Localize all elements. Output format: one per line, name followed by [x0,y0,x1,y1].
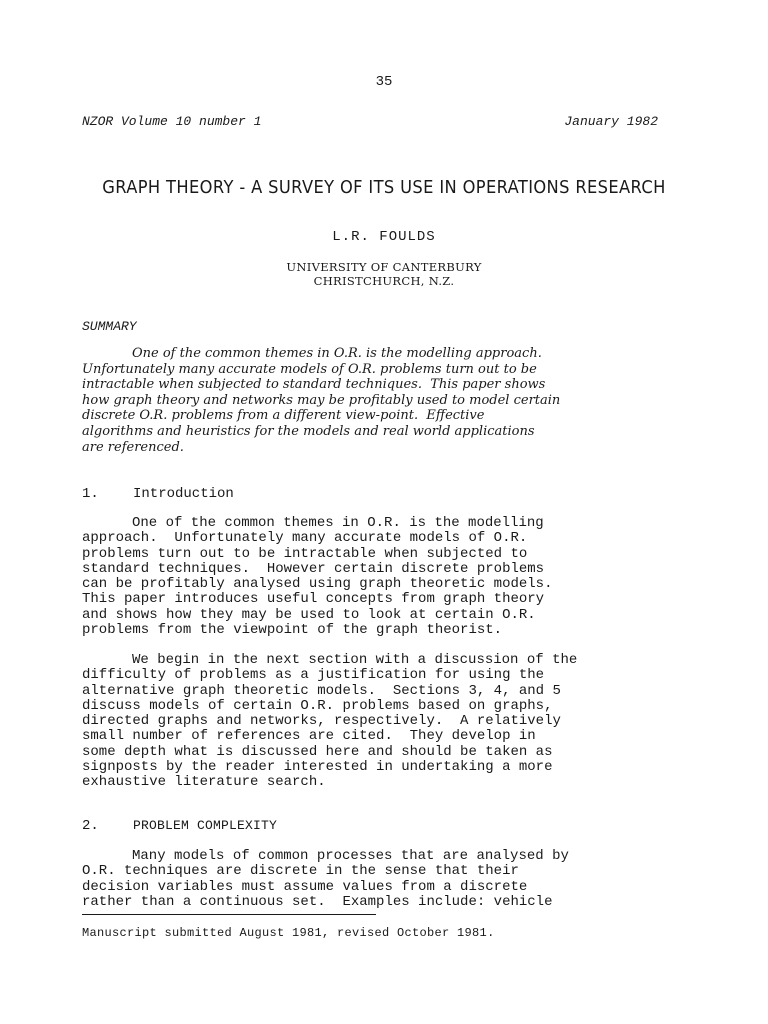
summary-line: are referenced. [82,439,184,455]
article-title: GRAPH THEORY - A SURVEY OF ITS USE IN OPERATIONS RESEARCH [102,178,666,198]
text-line: This paper introduces useful concepts from graph theory [82,591,545,608]
section-2-number: 2. [82,818,99,834]
summary-text [82,346,682,455]
summary-line: algorithms and heuristics for the models and real world applications [82,423,535,439]
text-line: signposts by the reader interested in undertaking a more [82,759,553,776]
text-line: We begin in the next section with a discussion of the [132,652,578,668]
summary-line: intractable when subjected to standard techniques. This paper shows [82,377,546,393]
text-line: discuss models of certain O.R. problems based on graphs, [82,697,553,714]
text-line: directed graphs and networks, respectively. A relatively [82,713,561,730]
summary-line: how graph theory and networks may be profitably used to model certain [82,392,561,408]
text-line: small number of references are cited. They develop in [82,728,536,745]
text-line: standard techniques. However certain discrete problems [82,560,545,577]
manuscript-footnote: Manuscript submitted August 1981, revised October 1981. [82,926,495,940]
journal-issue-header: NZOR Volume 10 number 1 [82,114,262,129]
footnote-divider [82,914,376,915]
summary-line: One of the common themes in O.R. is the modelling approach. [132,346,542,361]
text-line: Many models of common processes that are analysed by [132,848,569,864]
text-line: and shows how they may be used to look at certain O.R. [82,606,536,623]
section-2-heading [133,818,277,834]
summary-line: discrete O.R. problems from a different view-point. Effective [82,408,485,424]
section-2-heading-text: PROBLEM COMPLEXITY [133,818,278,833]
text-line: One of the common themes in O.R. is the modelling [132,515,544,531]
summary-label: SUMMARY [82,319,137,334]
section-1-heading: Introduction [133,486,234,502]
text-line: difficulty of problems as a justification for using the [82,667,545,684]
text-line: some depth what is discussed here and should be taken as [82,743,553,760]
text-line: alternative graph theoretic models. Sections 3, 4, and 5 [82,682,561,699]
text-line: problems from the viewpoint of the graph theorist. [82,622,503,639]
section-2-paragraph-1 [82,849,682,910]
text-line: rather than a continuous set. Examples include: vehicle [82,893,553,910]
text-line: O.R. techniques are discrete in the sense that their [82,863,519,880]
text-line: decision variables must assume values from a discrete [82,878,528,895]
affiliation-city: CHRISTCHURCH, N.Z. [313,274,455,288]
section-1-paragraph-1 [82,516,682,638]
summary-line: Unfortunately many accurate models of O.R. problems turn out to be [82,361,537,377]
issue-date-header: January 1982 [564,114,658,129]
text-line: problems turn out to be intractable when subjected to [82,545,528,562]
page-number: 35 [375,74,393,90]
text-line: exhaustive literature search. [82,774,326,791]
author-name: L.R. FOULDS [332,229,436,245]
text-line: can be profitably analysed using graph theoretic models. [82,576,553,593]
section-1-number: 1. [82,486,99,502]
affiliation-university: UNIVERSITY OF CANTERBURY [286,260,482,274]
section-1-paragraph-2 [82,653,682,791]
text-line: approach. Unfortunately many accurate models of O.R. [82,530,528,547]
